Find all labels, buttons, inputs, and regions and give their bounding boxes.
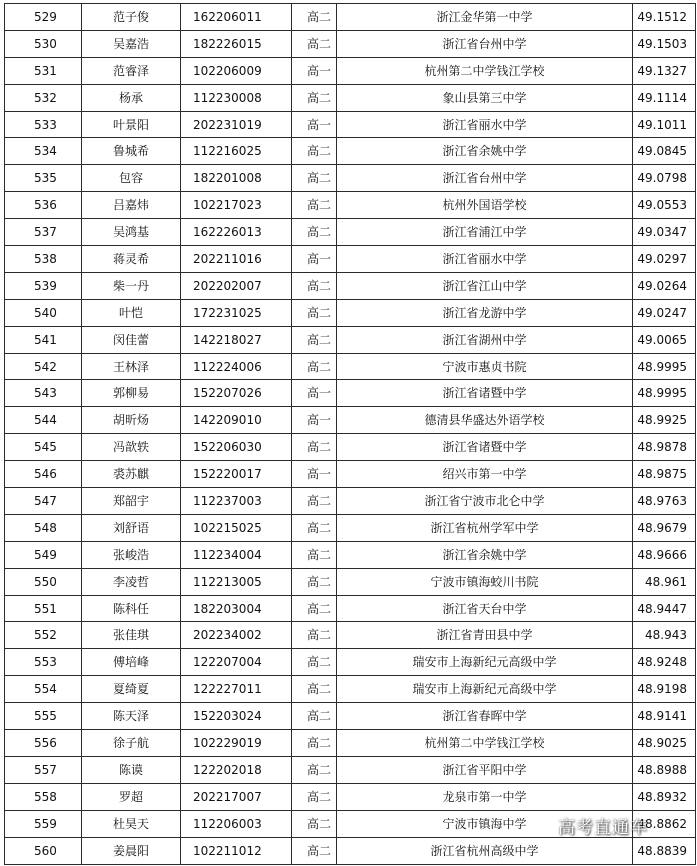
rank-number: 553: [5, 649, 82, 676]
school-name: 浙江省江山中学: [337, 272, 633, 299]
school-name: 象山县第三中学: [337, 84, 633, 111]
score-value: 48.9995: [633, 380, 696, 407]
student-id: 202211016: [181, 246, 292, 273]
school-name: 浙江省浦江中学: [337, 219, 633, 246]
student-id: 112230008: [181, 84, 292, 111]
student-name: 吕嘉炜: [82, 192, 181, 219]
student-id: 142209010: [181, 407, 292, 434]
student-name: 冯歆轶: [82, 434, 181, 461]
school-name: 浙江省杭州学军中学: [337, 514, 633, 541]
student-name: 叶景阳: [82, 111, 181, 138]
school-name: 浙江省春晖中学: [337, 703, 633, 730]
rank-number: 557: [5, 756, 82, 783]
student-name: 姜晨阳: [82, 837, 181, 864]
grade-level: 高二: [292, 595, 337, 622]
score-value: 49.0297: [633, 246, 696, 273]
student-id: 122227011: [181, 676, 292, 703]
school-name: 浙江省余姚中学: [337, 541, 633, 568]
table-row: [5, 514, 696, 541]
score-value: 48.961: [633, 568, 696, 595]
score-value: 48.9875: [633, 461, 696, 488]
student-id: 122202018: [181, 756, 292, 783]
score-value: 48.9025: [633, 730, 696, 757]
student-name: 杨承: [82, 84, 181, 111]
score-value: 48.9995: [633, 353, 696, 380]
student-id: 102229019: [181, 730, 292, 757]
school-name: 浙江省诸暨中学: [337, 434, 633, 461]
rank-number: 539: [5, 272, 82, 299]
rank-number: 532: [5, 84, 82, 111]
school-name: 浙江省余姚中学: [337, 138, 633, 165]
student-name: 郑韶宇: [82, 488, 181, 515]
score-value: 49.1114: [633, 84, 696, 111]
grade-level: 高二: [292, 326, 337, 353]
school-name: 瑞安市上海新纪元高级中学: [337, 649, 633, 676]
rank-number: 540: [5, 299, 82, 326]
score-value: 49.0347: [633, 219, 696, 246]
table-row: [5, 380, 696, 407]
table-row: [5, 272, 696, 299]
table-row: [5, 353, 696, 380]
student-name: 陈科任: [82, 595, 181, 622]
rank-number: 558: [5, 783, 82, 810]
rank-number: 535: [5, 165, 82, 192]
table-row: [5, 461, 696, 488]
score-value: 49.0845: [633, 138, 696, 165]
student-name: 刘舒语: [82, 514, 181, 541]
student-id: 102206009: [181, 57, 292, 84]
table-row: [5, 649, 696, 676]
school-name: 浙江省丽水中学: [337, 111, 633, 138]
school-name: 宁波市惠贞书院: [337, 353, 633, 380]
rank-number: 545: [5, 434, 82, 461]
student-id: 102215025: [181, 514, 292, 541]
school-name: 浙江省平阳中学: [337, 756, 633, 783]
school-name: 浙江省龙游中学: [337, 299, 633, 326]
student-name: 包容: [82, 165, 181, 192]
student-id: 152207026: [181, 380, 292, 407]
rank-number: 548: [5, 514, 82, 541]
table-row: [5, 756, 696, 783]
grade-level: 高二: [292, 138, 337, 165]
grade-level: 高二: [292, 192, 337, 219]
grade-level: 高一: [292, 57, 337, 84]
table-row: [5, 407, 696, 434]
grade-level: 高一: [292, 407, 337, 434]
table-row: [5, 84, 696, 111]
school-name: 浙江省杭州高级中学: [337, 837, 633, 864]
table-row: [5, 541, 696, 568]
student-id: 152203024: [181, 703, 292, 730]
table-row: [5, 676, 696, 703]
student-name: 鲁城希: [82, 138, 181, 165]
student-name: 裘苏麒: [82, 461, 181, 488]
table-row: [5, 326, 696, 353]
student-name: 柴一丹: [82, 272, 181, 299]
score-value: 49.0798: [633, 165, 696, 192]
grade-level: 高二: [292, 568, 337, 595]
rank-number: 536: [5, 192, 82, 219]
score-value: 48.9447: [633, 595, 696, 622]
grade-level: 高二: [292, 299, 337, 326]
school-name: 浙江省青田县中学: [337, 622, 633, 649]
table-row: [5, 165, 696, 192]
grade-level: 高二: [292, 353, 337, 380]
rank-number: 537: [5, 219, 82, 246]
student-id: 162226013: [181, 219, 292, 246]
table-row: [5, 57, 696, 84]
grade-level: 高二: [292, 622, 337, 649]
rank-number: 552: [5, 622, 82, 649]
rank-number: 559: [5, 810, 82, 837]
student-name: 傅培峰: [82, 649, 181, 676]
student-name: 杜昊天: [82, 810, 181, 837]
watermark-text: 高考直通车: [558, 818, 648, 838]
grade-level: 高二: [292, 434, 337, 461]
rank-number: 541: [5, 326, 82, 353]
grade-level: 高二: [292, 165, 337, 192]
table-row: [5, 568, 696, 595]
rank-number: 543: [5, 380, 82, 407]
grade-level: 高二: [292, 676, 337, 703]
score-value: 48.8839: [633, 837, 696, 864]
rank-number: 534: [5, 138, 82, 165]
grade-level: 高一: [292, 380, 337, 407]
school-name: 浙江省丽水中学: [337, 246, 633, 273]
grade-level: 高二: [292, 84, 337, 111]
score-value: 48.9198: [633, 676, 696, 703]
rank-number: 530: [5, 30, 82, 57]
student-id: 202234002: [181, 622, 292, 649]
student-id: 182201008: [181, 165, 292, 192]
score-value: 49.0065: [633, 326, 696, 353]
score-value: 48.8862: [633, 810, 696, 837]
grade-level: 高二: [292, 783, 337, 810]
score-value: 49.1503: [633, 30, 696, 57]
student-id: 152220017: [181, 461, 292, 488]
grade-level: 高二: [292, 272, 337, 299]
table-row: [5, 4, 696, 31]
score-value: 49.0247: [633, 299, 696, 326]
rank-number: 538: [5, 246, 82, 273]
grade-level: 高二: [292, 756, 337, 783]
school-name: 浙江省宁波市北仑中学: [337, 488, 633, 515]
score-value: 48.9878: [633, 434, 696, 461]
student-name: 罗超: [82, 783, 181, 810]
grade-level: 高二: [292, 30, 337, 57]
score-value: 48.9925: [633, 407, 696, 434]
student-name: 吴嘉浩: [82, 30, 181, 57]
school-name: 杭州第二中学钱江学校: [337, 57, 633, 84]
score-value: 48.9666: [633, 541, 696, 568]
student-id: 112237003: [181, 488, 292, 515]
student-id: 112224006: [181, 353, 292, 380]
table-row: [5, 837, 696, 864]
score-value: 48.8932: [633, 783, 696, 810]
grade-level: 高一: [292, 111, 337, 138]
student-name: 范子俊: [82, 4, 181, 31]
score-value: 49.1512: [633, 4, 696, 31]
table-row: [5, 299, 696, 326]
ranking-table-body: [5, 4, 696, 865]
student-name: 闵佳蕾: [82, 326, 181, 353]
school-name: 绍兴市第一中学: [337, 461, 633, 488]
student-name: 张佳琪: [82, 622, 181, 649]
student-id: 112216025: [181, 138, 292, 165]
rank-number: 554: [5, 676, 82, 703]
grade-level: 高二: [292, 541, 337, 568]
rank-number: 547: [5, 488, 82, 515]
student-name: 李凌哲: [82, 568, 181, 595]
score-value: 48.9141: [633, 703, 696, 730]
score-value: 48.9679: [633, 514, 696, 541]
rank-number: 529: [5, 4, 82, 31]
table-row: [5, 111, 696, 138]
score-value: 48.8988: [633, 756, 696, 783]
grade-level: 高一: [292, 461, 337, 488]
school-name: 浙江省湖州中学: [337, 326, 633, 353]
student-id: 162206011: [181, 4, 292, 31]
score-value: 48.9763: [633, 488, 696, 515]
score-value: 49.1327: [633, 57, 696, 84]
grade-level: 高二: [292, 837, 337, 864]
student-id: 112234004: [181, 541, 292, 568]
rank-number: 546: [5, 461, 82, 488]
rank-number: 531: [5, 57, 82, 84]
table-row: [5, 488, 696, 515]
student-id: 142218027: [181, 326, 292, 353]
rank-number: 549: [5, 541, 82, 568]
student-name: 叶恺: [82, 299, 181, 326]
table-row: [5, 30, 696, 57]
rank-number: 542: [5, 353, 82, 380]
student-id: 102217023: [181, 192, 292, 219]
table-row: [5, 192, 696, 219]
table-row: [5, 219, 696, 246]
student-id: 202202007: [181, 272, 292, 299]
rank-number: 544: [5, 407, 82, 434]
rank-number: 533: [5, 111, 82, 138]
table-row: [5, 783, 696, 810]
table-row: [5, 138, 696, 165]
student-name: 陈谟: [82, 756, 181, 783]
rank-number: 555: [5, 703, 82, 730]
school-name: 杭州外国语学校: [337, 192, 633, 219]
student-id: 202217007: [181, 783, 292, 810]
grade-level: 高二: [292, 488, 337, 515]
score-value: 49.0264: [633, 272, 696, 299]
student-name: 吴鸿基: [82, 219, 181, 246]
school-name: 龙泉市第一中学: [337, 783, 633, 810]
student-name: 郭柳易: [82, 380, 181, 407]
student-id: 152206030: [181, 434, 292, 461]
ranking-table: [4, 3, 696, 865]
score-value: 48.943: [633, 622, 696, 649]
table-row: [5, 434, 696, 461]
table-row: [5, 730, 696, 757]
student-name: 王林泽: [82, 353, 181, 380]
student-id: 112206003: [181, 810, 292, 837]
table-row: [5, 622, 696, 649]
grade-level: 高二: [292, 810, 337, 837]
rank-number: 560: [5, 837, 82, 864]
school-name: 浙江金华第一中学: [337, 4, 633, 31]
student-name: 张峻浩: [82, 541, 181, 568]
grade-level: 高二: [292, 4, 337, 31]
school-name: 浙江省台州中学: [337, 30, 633, 57]
student-name: 夏绮夏: [82, 676, 181, 703]
table-row: [5, 246, 696, 273]
school-name: 杭州第二中学钱江学校: [337, 730, 633, 757]
rank-number: 551: [5, 595, 82, 622]
school-name: 浙江省诸暨中学: [337, 380, 633, 407]
table-row: [5, 703, 696, 730]
grade-level: 高二: [292, 514, 337, 541]
student-name: 胡昕炀: [82, 407, 181, 434]
student-name: 徐子航: [82, 730, 181, 757]
school-name: 浙江省台州中学: [337, 165, 633, 192]
student-name: 蒋灵希: [82, 246, 181, 273]
score-value: 49.0553: [633, 192, 696, 219]
student-name: 陈天泽: [82, 703, 181, 730]
rank-number: 556: [5, 730, 82, 757]
grade-level: 高二: [292, 649, 337, 676]
student-id: 102211012: [181, 837, 292, 864]
grade-level: 高二: [292, 730, 337, 757]
rank-number: 550: [5, 568, 82, 595]
student-id: 112213005: [181, 568, 292, 595]
school-name: 宁波市镇海蛟川书院: [337, 568, 633, 595]
grade-level: 高二: [292, 219, 337, 246]
student-id: 182226015: [181, 30, 292, 57]
student-id: 172231025: [181, 299, 292, 326]
table-row: [5, 595, 696, 622]
grade-level: 高一: [292, 246, 337, 273]
score-value: 49.1011: [633, 111, 696, 138]
school-name: 宁波市镇海中学: [337, 810, 633, 837]
grade-level: 高二: [292, 703, 337, 730]
score-value: 48.9248: [633, 649, 696, 676]
student-id: 182203004: [181, 595, 292, 622]
school-name: 浙江省天台中学: [337, 595, 633, 622]
student-id: 122207004: [181, 649, 292, 676]
school-name: 瑞安市上海新纪元高级中学: [337, 676, 633, 703]
school-name: 德清县华盛达外语学校: [337, 407, 633, 434]
student-name: 范睿泽: [82, 57, 181, 84]
student-id: 202231019: [181, 111, 292, 138]
